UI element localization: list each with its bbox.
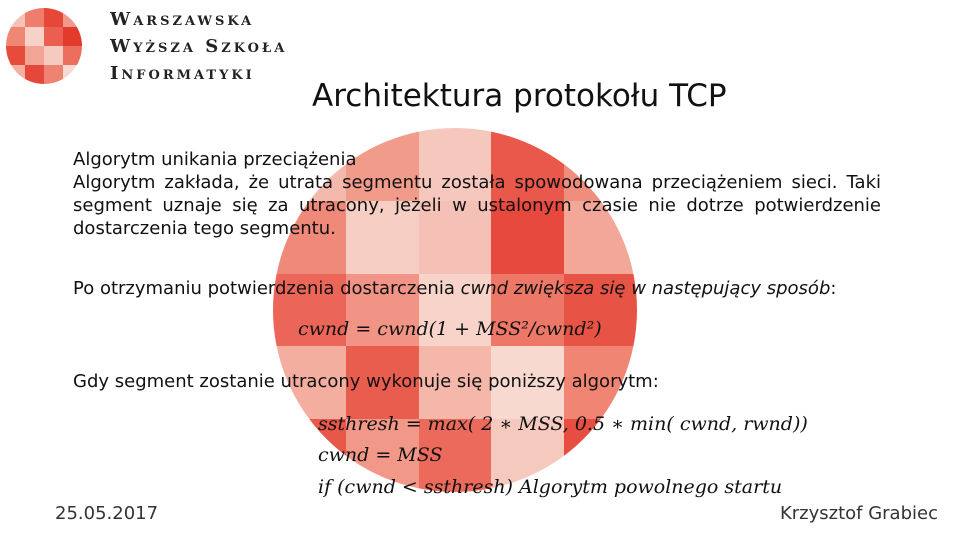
logo-line-2: Wyższa Szkoła bbox=[110, 36, 288, 57]
formula-ssthresh: ssthresh = max( 2 ∗ MSS, 0.5 ∗ min( cwnd, rwnd)) bbox=[318, 413, 808, 435]
footer-author: Krzysztof Grabiec bbox=[779, 503, 938, 524]
formula-cwnd: cwnd = MSS bbox=[318, 444, 443, 466]
page-title: Architektura protokołu TCP bbox=[312, 78, 727, 114]
section-heading: Algorytm unikania przeciążenia bbox=[73, 149, 357, 170]
ack-line-prefix: Po otrzymaniu potwierdzenia dostarczenia bbox=[73, 278, 461, 299]
logo-text bbox=[110, 6, 287, 87]
ack-line bbox=[73, 278, 836, 299]
logo-mark bbox=[6, 8, 82, 84]
logo-line-1: Warszawska bbox=[110, 9, 255, 30]
intro-block bbox=[73, 148, 881, 240]
intro-paragraph: Algorytm zakłada, że utrata segmentu została spowodowana przeciążeniem sieci. Taki segment uznaje się za utracony, jeżeli w ustalonym czasie nie dotrze potwierdzenie dostarczenia tego segmentu. bbox=[73, 172, 881, 239]
loss-line: Gdy segment zostanie utracony wykonuje się poniższy algorytm: bbox=[73, 371, 659, 392]
footer-date: 25.05.2017 bbox=[55, 503, 159, 524]
logo-line-3: Informatyki bbox=[110, 63, 255, 84]
ack-line-italic: cwnd zwiększa się w następujący sposób bbox=[460, 278, 831, 299]
formula-ack: cwnd = cwnd(1 + MSS²/cwnd²) bbox=[298, 318, 602, 340]
formula-if: if (cwnd < ssthresh) Algorytm powolnego startu bbox=[318, 476, 783, 498]
ack-line-suffix: : bbox=[830, 278, 837, 299]
